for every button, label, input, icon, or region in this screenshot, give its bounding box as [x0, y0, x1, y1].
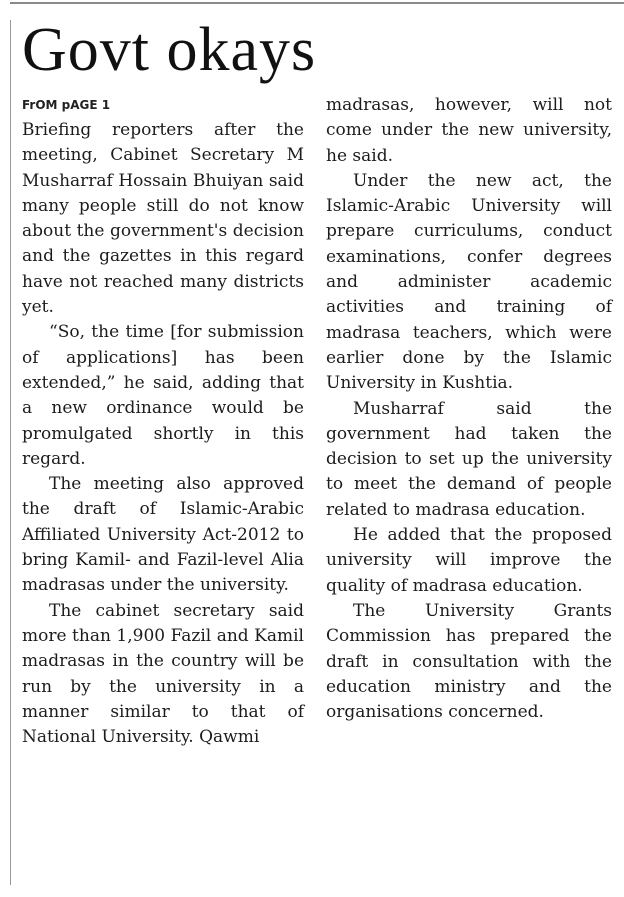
- paragraph: He added that the proposed university will improve the quality of madrasa education.: [326, 525, 612, 596]
- paragraph: Under the new act, the Islamic-Arabic University will prepare curriculums, conduct examinations, confer degrees and administer academic activities and training of madrasa teachers, which were earlier done by the Islamic University in Kushtia.: [326, 170, 612, 394]
- paragraph: Musharraf said the government had taken the decision to set up the university to meet the demand of people related to madrasa education.: [326, 398, 612, 520]
- paragraph: madrasas, however, will not come under the new university, he said.: [326, 95, 612, 166]
- left-column-rule: [10, 20, 11, 885]
- paragraph: The meeting also approved the draft of Islamic-Arabic Affiliated University Act-2012 to bring Kamil- and Fazil-level Alia madrasas under the university.: [22, 474, 304, 596]
- paragraph: Briefing reporters after the meeting, Cabinet Secretary M Musharraf Hossain Bhuiyan said many people still do not know about the government's decision and the gazettes in this regard have not reached many districts yet.: [22, 120, 304, 318]
- paragraph: The cabinet secretary said more than 1,900 Fazil and Kamil madrasas in the country will be run by the university in a manner similar to that of National University. Qawmi: [22, 600, 304, 748]
- article-column-left: [22, 118, 304, 750]
- paragraph: “So, the time [for submission of applications] has been extended,” he said, adding that a new ordinance would be promulgated shortly in this regard.: [22, 322, 304, 469]
- paragraph: The University Grants Commission has prepared the draft in consultation with the education ministry and the organisations concerned.: [326, 600, 612, 723]
- headline: Govt okays: [22, 16, 317, 84]
- continuation-kicker: FrOM pAGE 1: [22, 98, 111, 112]
- top-rule: [10, 2, 624, 4]
- article-column-right: [326, 93, 612, 725]
